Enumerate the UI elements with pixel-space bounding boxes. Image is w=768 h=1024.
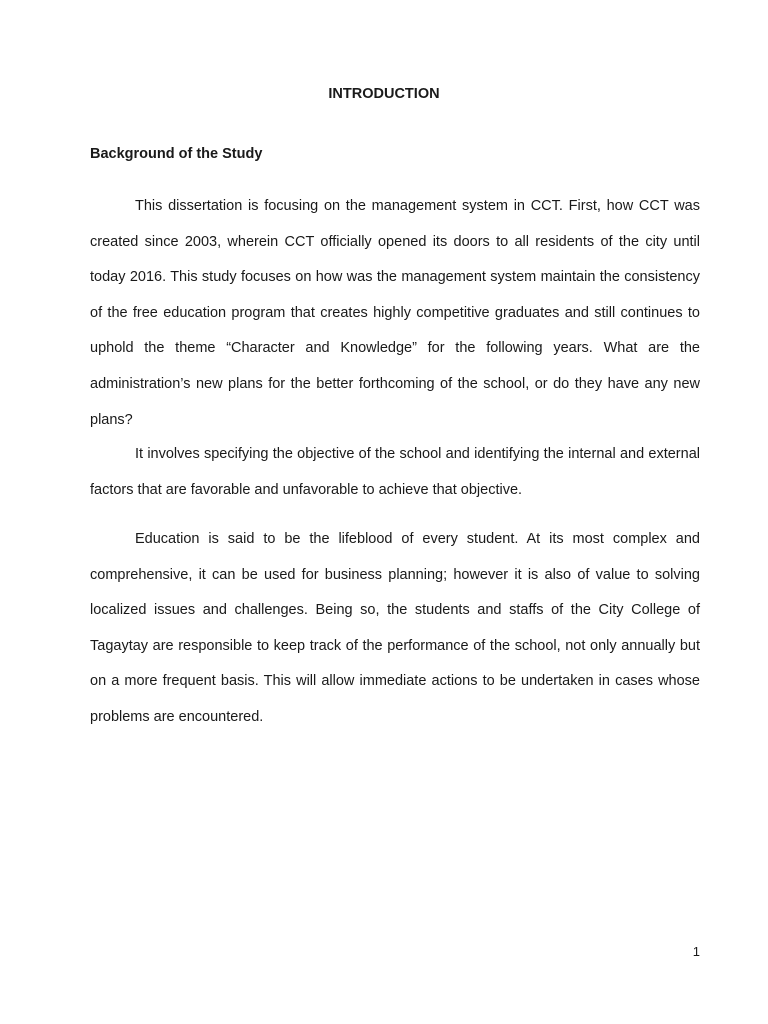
page-number: 1: [692, 944, 700, 959]
paragraph-2: It involves specifying the objective of the school and identifying the internal and external factors that are favorable and unfavorable to achieve that objective.: [90, 446, 700, 498]
paragraph-1: This dissertation is focusing on the management system in CCT. First, how CCT was created since 2003, wherein CCT officially opened its doors to all residents of the city until today 2016. This study focuses on how was the management system maintain the consistency of the free education program that creates highly competitive graduates and still continues to uphold the theme “Character and Knowledge” for the following years. What are the administration’s new plans for the better forthcoming of the school, or do they have any new plans?: [90, 198, 700, 428]
paragraph-3: Education is said to be the lifeblood of every student. At its most complex and comprehensive, it can be used for business planning; however it is also of value to solving localized issues and challenges. Being so, the students and staffs of the City College of Tagaytay are responsible to keep track of the performance of the school, not only annually but on a more frequent basis. This will allow immediate actions to be undertaken in cases whose problems are encountered.: [90, 531, 700, 725]
page-heading: INTRODUCTION: [328, 86, 440, 102]
section-title: Background of the Study: [90, 146, 263, 162]
